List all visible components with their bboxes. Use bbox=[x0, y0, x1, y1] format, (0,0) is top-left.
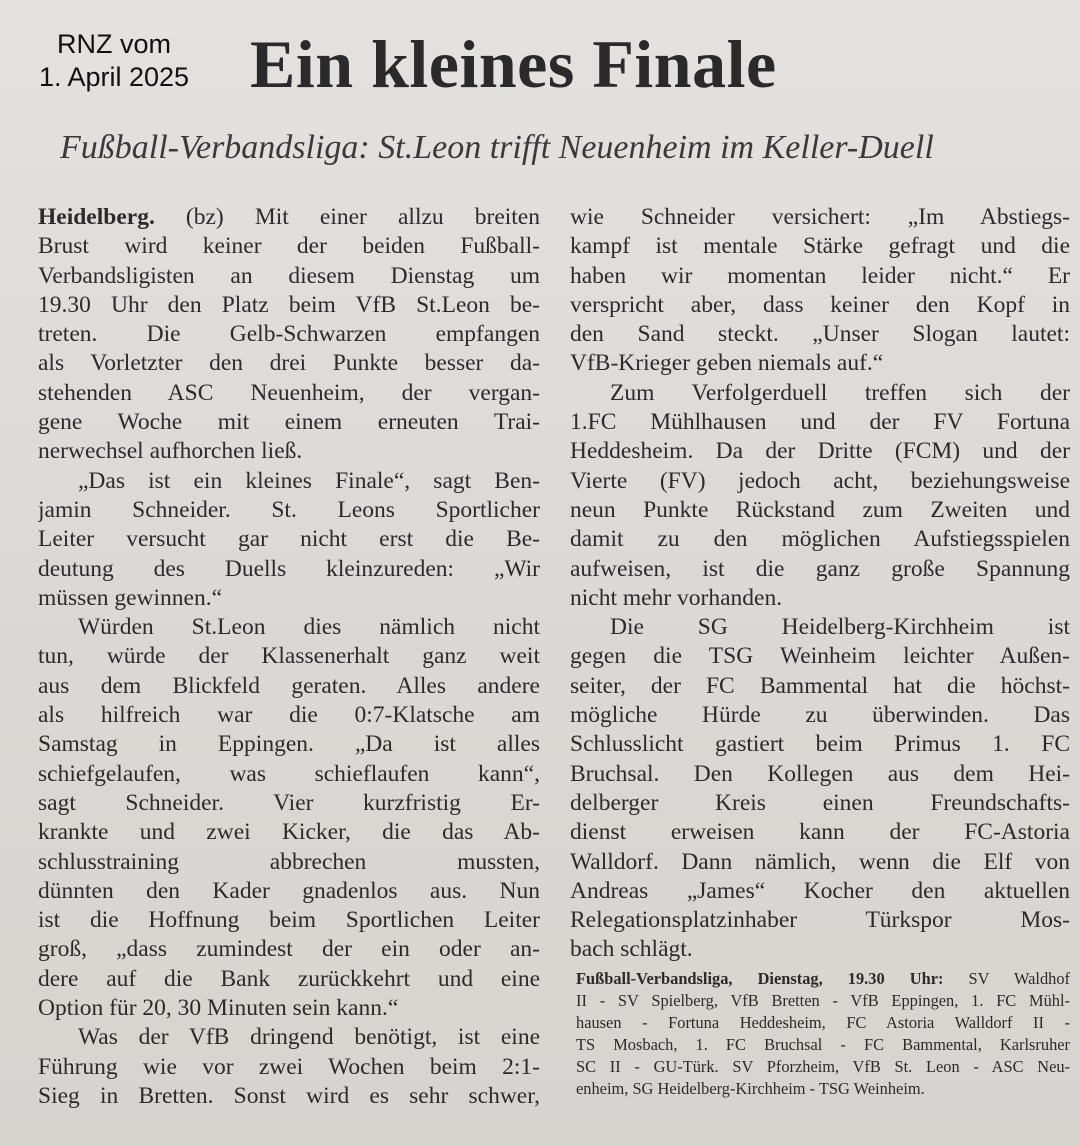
article-line: kampf ist mentale Stärke gefragt und die bbox=[570, 233, 1070, 260]
article-line: gegen die TSG Weinheim leichter Außen- bbox=[570, 643, 1070, 670]
article-line: Führung wie vor zwei Wochen beim 2:1- bbox=[38, 1053, 540, 1080]
article-line: wie Schneider versichert: „Im Abstiegs- bbox=[570, 204, 1070, 230]
article-line: mögliche Hürde zu überwinden. Das bbox=[570, 702, 1070, 729]
article-line: 19.30 Uhr den Platz beim VfB St.Leon be- bbox=[38, 291, 540, 318]
article-line: sagt Schneider. Vier kurzfristig Er- bbox=[38, 789, 540, 816]
article-line: Samstag in Eppingen. „Da ist alles bbox=[38, 731, 540, 758]
article-line: groß, „dass zumindest der ein oder an- bbox=[38, 936, 540, 963]
fixtures-box bbox=[576, 968, 1070, 1100]
article-line: gene Woche mit einem erneuten Trai- bbox=[38, 409, 540, 436]
article-line: bach schlägt. bbox=[570, 936, 693, 963]
article-line: VfB-Krieger geben niemals auf.“ bbox=[570, 350, 884, 377]
article-line: Andreas „James“ Kocher den aktuellen bbox=[570, 877, 1070, 904]
article-line-text: (bz) Mit einer allzu breiten bbox=[154, 204, 540, 230]
article-line: Walldorf. Dann nämlich, wenn die Elf von bbox=[570, 848, 1070, 875]
article-line: als hilfreich war die 0:7-Klatsche am bbox=[38, 702, 540, 729]
article-line: delberger Kreis einen Freundschafts- bbox=[570, 789, 1070, 816]
article-line: neun Punkte Rückstand zum Zweiten und bbox=[570, 496, 1070, 523]
fixtures-line: hausen - Fortuna Heddesheim, FC Astoria Walldorf II - bbox=[576, 1013, 1070, 1032]
article-line: Vierte (FV) jedoch acht, beziehungsweise bbox=[570, 467, 1070, 494]
article-line: aus dem Blickfeld geraten. Alles andere bbox=[38, 672, 540, 699]
article-line: Würden St.Leon dies nämlich nicht bbox=[78, 614, 540, 641]
article-line: tun, würde der Klassenerhalt ganz weit bbox=[38, 643, 540, 670]
article-line: treten. Die Gelb-Schwarzen empfangen bbox=[38, 321, 540, 348]
fixtures-heading: Fußball-Verbandsliga, Dienstag, 19.30 Uhr: bbox=[576, 969, 944, 988]
fixtures-line: II - SV Spielberg, VfB Bretten - VfB Eppingen, 1. FC Mühl- bbox=[576, 991, 1070, 1010]
article-line: seiter, der FC Bammental hat die höchst- bbox=[570, 672, 1070, 699]
article-line: dienst erweisen kann der FC-Astoria bbox=[570, 819, 1070, 846]
article-line: Option für 20, 30 Minuten sein kann.“ bbox=[38, 995, 399, 1022]
article-line: verspricht aber, dass keiner den Kopf in bbox=[570, 291, 1070, 318]
article-line: jamin Schneider. St. Leons Sportlicher bbox=[38, 496, 540, 523]
article-line: Was der VfB dringend benötigt, ist eine bbox=[78, 1024, 540, 1051]
article-line: krankte und zwei Kicker, die das Ab- bbox=[38, 819, 540, 846]
article-line: schlusstraining abbrechen mussten, bbox=[38, 848, 540, 875]
fixtures-line-text: SV Waldhof bbox=[943, 969, 1070, 988]
article-line: Schlusslicht gastiert beim Primus 1. FC bbox=[570, 731, 1070, 758]
article-headline: Ein kleines Finale bbox=[250, 26, 777, 102]
article-line: Heddesheim. Da der Dritte (FCM) und der bbox=[570, 438, 1070, 465]
article-line: ist die Hoffnung beim Sportlichen Leiter bbox=[38, 907, 540, 934]
article-line: Die SG Heidelberg-Kirchheim ist bbox=[610, 614, 1070, 641]
article-line: 1.FC Mühlhausen und der FV Fortuna bbox=[570, 409, 1070, 436]
article-subheadline: Fußball-Verbandsliga: St.Leon trifft Neuenheim im Keller-Duell bbox=[60, 129, 934, 166]
article-line: haben wir momentan leider nicht.“ Er bbox=[570, 262, 1070, 289]
article-line: Relegationsplatzinhaber Türkspor Mos- bbox=[570, 907, 1070, 934]
article-line: nicht mehr vorhanden. bbox=[570, 584, 783, 611]
article-dateline: Heidelberg. bbox=[38, 204, 155, 230]
article-line: Leiter versucht gar nicht erst die Be- bbox=[38, 526, 540, 553]
source-line-1: RNZ vom bbox=[57, 29, 171, 59]
article-line bbox=[38, 203, 540, 232]
article-line: deutung des Duells kleinzureden: „Wir bbox=[38, 555, 540, 582]
fixtures-line: TS Mosbach, 1. FC Bruchsal - FC Bammental, Karlsruher bbox=[576, 1035, 1070, 1054]
fixtures-line: enheim, SG Heidelberg-Kirchheim - TSG Weinheim. bbox=[576, 1079, 925, 1098]
article-line: schiefgelaufen, was schieflaufen kann“, bbox=[38, 760, 540, 787]
article-line: als Vorletzter den drei Punkte besser da- bbox=[38, 350, 540, 377]
article-line: dere auf die Bank zurückkehrt und eine bbox=[38, 965, 540, 992]
article-line: „Das ist ein kleines Finale“, sagt Ben- bbox=[78, 467, 540, 494]
fixtures-line bbox=[576, 968, 1070, 990]
article-line: Verbandsligisten an diesem Dienstag um bbox=[38, 262, 540, 289]
article-line: Sieg in Bretten. Sonst wird es sehr schwer, bbox=[38, 1082, 540, 1109]
article-line: aufweisen, ist die ganz große Spannung bbox=[570, 555, 1070, 582]
article-line: dünnten den Kader gnadenlos aus. Nun bbox=[38, 877, 540, 904]
article-line: den Sand steckt. „Unser Slogan lautet: bbox=[570, 321, 1070, 348]
article-line: damit zu den möglichen Aufstiegsspielen bbox=[570, 526, 1070, 553]
source-note bbox=[14, 28, 214, 94]
article-column-left bbox=[38, 203, 540, 1111]
article-line: stehenden ASC Neuenheim, der vergan- bbox=[38, 379, 540, 406]
article-column-right bbox=[570, 203, 1070, 965]
article-line: Brust wird keiner der beiden Fußball- bbox=[38, 233, 540, 260]
article-line: Zum Verfolgerduell treffen sich der bbox=[610, 379, 1070, 406]
article-line: müssen gewinnen.“ bbox=[38, 584, 223, 611]
article-line: nerwechsel aufhorchen ließ. bbox=[38, 438, 303, 465]
article-line: Bruchsal. Den Kollegen aus dem Hei- bbox=[570, 760, 1070, 787]
source-line-2: 1. April 2025 bbox=[38, 62, 190, 92]
fixtures-line: SC II - GU-Türk. SV Pforzheim, VfB St. Leon - ASC Neu- bbox=[576, 1057, 1070, 1076]
